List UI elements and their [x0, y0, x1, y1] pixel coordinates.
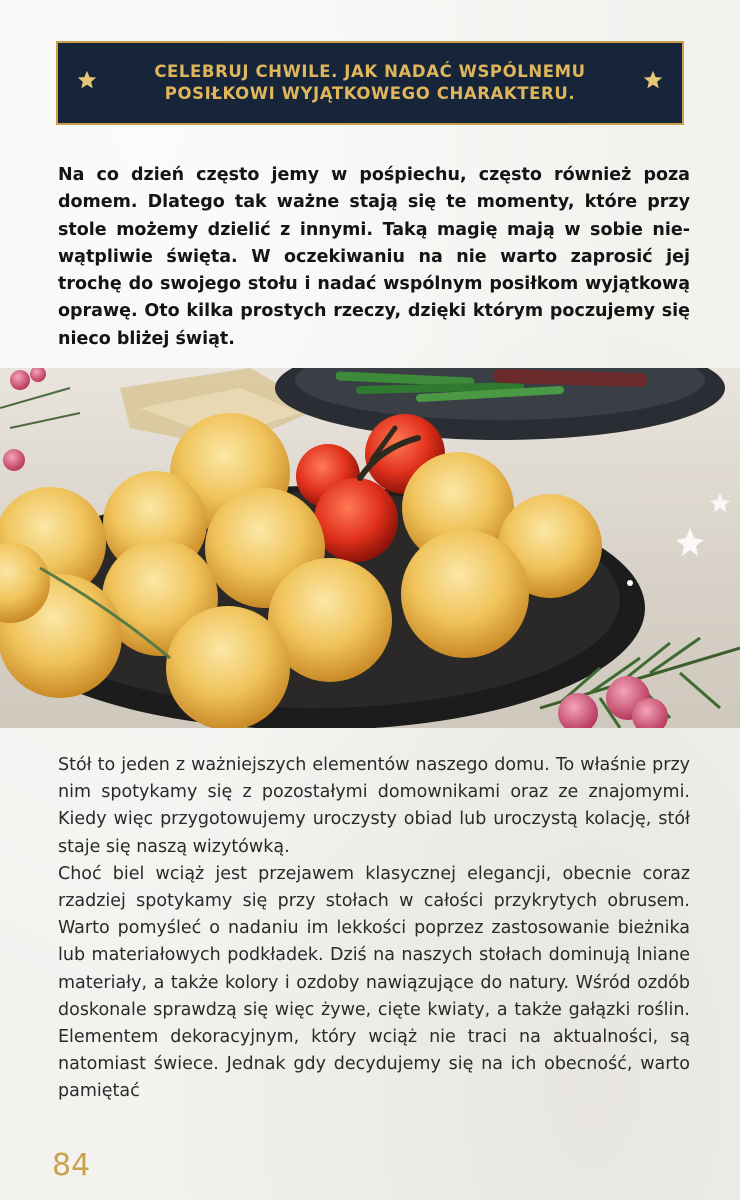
title-banner [56, 41, 684, 125]
banner-title [154, 61, 585, 105]
star-icon [642, 69, 664, 91]
banner-title-line-1: CELEBRUJ CHWILE. JAK NADAĆ WSPÓLNEMU [154, 62, 586, 81]
banner-title-line-2: POSIŁKOWI WYJĄTKOWEGO CHARAKTERU. [164, 84, 576, 103]
intro-paragraph: Na co dzień często jemy w pośpiechu, często również poza domem. Dlatego tak ważne stają się te momenty, które przy stole możemy dzielić z innymi. Taką magię mają w sobie niewątpliwie święta. W oczekiwaniu na nie warto zaprosić jej trochę do swojego stołu i nadać wspólnym posiłkom wyjątkową oprawę. Oto kilka prostych rzeczy, dzięki którym poczujemy się nieco bliżej świąt. [58, 165, 690, 349]
body-paragraph-1: Stół to jeden z ważniejszych elementów naszego domu. To właśnie przy nim spotykamy się z pozostałymi domownikami oraz ze znajomymi. Kiedy więc przygotowujemy uroczysty obiad lub uroczystą kolację, stół staje się naszą wizytówką. [58, 755, 690, 857]
page-number: 84 [52, 1148, 91, 1183]
star-icon [76, 69, 98, 91]
body-paragraph-2: Choć biel wciąż jest przejawem klasycznej elegancji, obecnie coraz rzadziej spotykamy się przy stołach w całości przykrytych obrusem. Warto pomyśleć o nadaniu im lekkości poprzez zastosowanie bieżnika lub materiałowych podkładek. Dziś na naszych stołach dominują lniane materiały, a także kolory i ozdoby nawiązujące do natury. Wśród ozdób doskonale sprawdzą się więc żywe, cięte kwiaty, a także gałązki roślin. Elementem dekoracyjnym, który wciąż nie traci na aktualności, są natomiast świece. Jednak gdy decydujemy się na ich obecność, warto pamiętać [58, 863, 690, 1102]
body-text [58, 752, 690, 1106]
food-photo [0, 368, 740, 728]
